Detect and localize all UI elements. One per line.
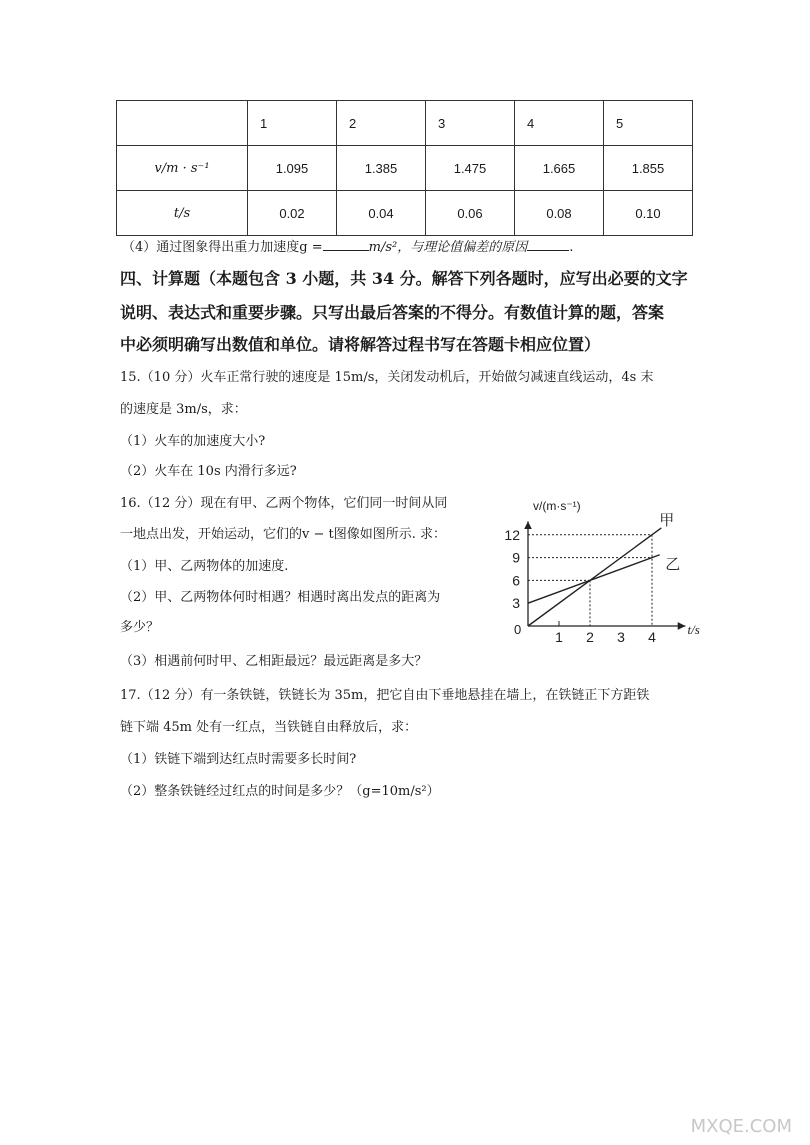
q14-part4-prefix: （4）通过图象得出重力加速度g =	[122, 240, 323, 255]
table-cell: 0.10	[604, 191, 693, 236]
tick-labels	[504, 527, 656, 645]
row-label-time: t/s	[117, 191, 248, 236]
x-axis-label: t/s	[687, 622, 700, 637]
q16-line1: 16.（12 分）现在有甲、乙两个物体，它们同一时间从同	[120, 496, 448, 511]
table-cell: 1.665	[515, 146, 604, 191]
q17-sub2: （2）整条铁链经过红点的时间是多少？（g=10m/s²）	[120, 784, 440, 799]
q16-sub2b: 多少？	[120, 620, 160, 635]
y-tick-label: 6	[512, 572, 520, 589]
table-cell: 1.855	[604, 146, 693, 191]
table-header-cell: 3	[426, 101, 515, 146]
y-tick-label: 3	[512, 595, 520, 612]
series-line-yi	[528, 555, 660, 603]
q17-line1: 17.（12 分）有一条铁链，铁链长为 35m，把它自由下垂地悬挂在墙上，在铁链正下方距铁	[120, 688, 650, 703]
answer-blank	[323, 238, 369, 251]
answer-blank	[527, 238, 569, 251]
vt-graph	[500, 488, 700, 648]
q15-line2: 的速度是 3m/s，求：	[120, 402, 247, 417]
q14-part4-unit: m/s²，与理论值偏差的原因	[368, 240, 528, 255]
table-header-cell: 2	[337, 101, 426, 146]
table-header-cell: 1	[248, 101, 337, 146]
table-cell: 1.385	[337, 146, 426, 191]
origin-label: 0	[514, 622, 522, 637]
row-label-velocity: v/m · s⁻¹	[117, 146, 248, 191]
table-header-row	[117, 101, 693, 146]
q16-line2: 一地点出发，开始运动，它们的v − t图像如图所示. 求：	[120, 527, 446, 542]
table-header-cell: 5	[604, 101, 693, 146]
q15-sub2: （2）火车在 10s 内滑行多远?	[120, 464, 297, 479]
x-tick-label: 3	[617, 629, 625, 645]
y-axis-label: v/(m·s⁻¹)	[533, 499, 581, 513]
x-tick-label: 4	[648, 629, 656, 645]
table-cell: 1.475	[426, 146, 515, 191]
q16-sub3: （3）相遇前何时甲、乙相距最远？最远距离是多大？	[120, 654, 428, 669]
series-group	[528, 528, 661, 626]
q15-line1: 15.（10 分）火车正常行驶的速度是 15m/s，关闭发动机后，开始做匀减速直线运动，4s 末	[120, 370, 654, 385]
data-table	[116, 100, 693, 236]
q17-sub1: （1）铁链下端到达红点时需要多长时间?	[120, 752, 357, 767]
table-cell: 0.06	[426, 191, 515, 236]
series-line-jia	[528, 528, 661, 626]
q17-line2: 链下端 45m 处有一红点，当铁链自由释放后，求：	[120, 720, 418, 735]
q14-part4-end: .	[569, 240, 574, 255]
section4-line3: 中必须明确写出数值和单位。请将解答过程书写在答题卡相应位置）	[120, 335, 601, 354]
table-cell: 0.02	[248, 191, 337, 236]
table-cell: 0.08	[515, 191, 604, 236]
table-corner-cell	[117, 101, 248, 146]
watermark: MXQE.COM	[690, 1116, 792, 1137]
y-tick-label: 9	[512, 549, 520, 566]
table-cell: 1.095	[248, 146, 337, 191]
y-tick-label: 12	[504, 526, 520, 543]
section4-line1: 四、计算题（本题包含 3 小题，共 34 分。解答下列各题时，应写出必要的文字	[120, 269, 688, 288]
table-row	[117, 191, 693, 236]
q15-sub1: （1）火车的加速度大小?	[120, 434, 266, 449]
x-tick-label: 1	[555, 629, 563, 645]
q14-part4	[122, 236, 573, 255]
table-row	[117, 146, 693, 191]
q16-sub1: （1）甲、乙两物体的加速度.	[120, 559, 289, 574]
table-header-cell: 4	[515, 101, 604, 146]
x-tick-label: 2	[586, 629, 594, 645]
series-label-yi: 乙	[665, 555, 681, 573]
section4-line2: 说明、表达式和重要步骤。只写出最后答案的不得分。有数值计算的题，答案	[120, 303, 665, 322]
table-cell: 0.04	[337, 191, 426, 236]
series-label-jia: 甲	[659, 511, 675, 530]
q16-sub2a: （2）甲、乙两物体何时相遇？相遇时离出发点的距离为	[120, 590, 441, 605]
